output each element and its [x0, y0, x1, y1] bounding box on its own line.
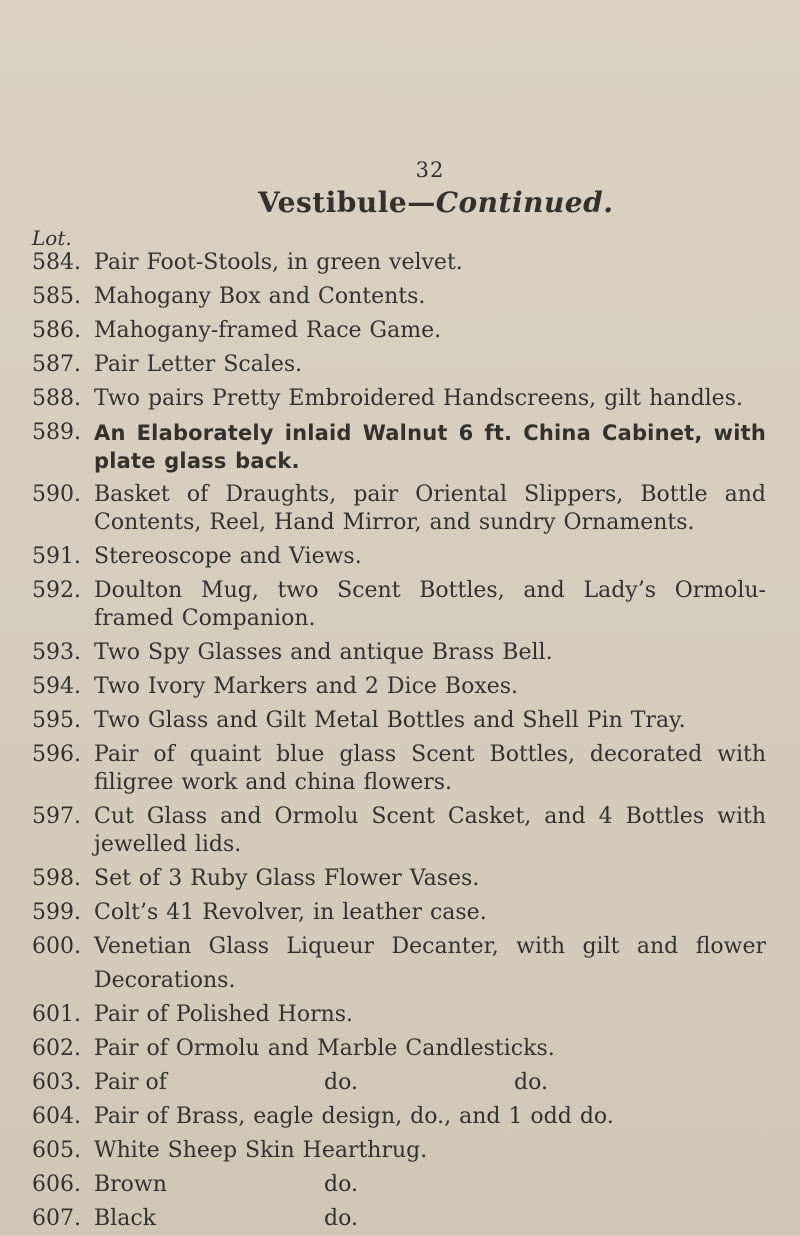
lot-description: Colt’s 41 Revolver, in leather case.	[94, 900, 487, 925]
lot-description: Pair of Ormolu and Marble Candlesticks.	[94, 1036, 555, 1061]
heading-continued: Continued.	[435, 186, 614, 219]
lot-description: Two Spy Glasses and antique Brass Bell.	[94, 640, 553, 665]
lot-entry	[0, 348, 800, 382]
lot-description: Pair of Brass, eagle design, do., and 1 odd do.	[94, 1104, 614, 1129]
lot-number: 602.	[32, 1036, 81, 1061]
lot-entry	[0, 540, 800, 574]
lot-number: 589.	[32, 420, 81, 445]
lot-number: 595.	[32, 708, 81, 733]
lot-entry	[0, 1032, 800, 1066]
lot-entry	[0, 738, 800, 800]
lot-list	[0, 246, 800, 1236]
lot-entry	[0, 800, 800, 862]
lot-number: 600.	[32, 934, 81, 959]
lot-entry	[0, 1100, 800, 1134]
lot-number: 586.	[32, 318, 81, 343]
lot-description: Pair of quaint blue glass Scent Bottles, decorated with filigree work and china flowers.	[94, 742, 774, 795]
lot-description: Mahogany-framed Race Game.	[94, 318, 442, 343]
lot-description: Stereoscope and Views.	[94, 544, 362, 569]
lot-entry	[0, 416, 800, 478]
lot-description	[94, 1066, 766, 1100]
lot-description-part: Pair of	[94, 1070, 167, 1095]
lot-description: Pair Letter Scales.	[94, 352, 303, 377]
lot-number: 603.	[32, 1070, 81, 1095]
lot-entry	[0, 478, 800, 540]
lot-number: 591.	[32, 544, 81, 569]
lot-description: Two Glass and Gilt Metal Bottles and Shell Pin Tray.	[94, 708, 686, 733]
lot-description: White Sheep Skin Hearthrug.	[94, 1138, 428, 1163]
lot-description: Two pairs Pretty Embroidered Handscreens, gilt handles.	[94, 386, 743, 411]
lot-entry	[0, 314, 800, 348]
lot-entry	[0, 382, 800, 416]
lot-number: 605.	[32, 1138, 81, 1163]
lot-description-part: Brown	[94, 1172, 167, 1197]
lot-number: 596.	[32, 742, 81, 767]
ditto-mark: do.	[324, 1206, 358, 1231]
lot-entry	[0, 998, 800, 1032]
lot-entry	[0, 704, 800, 738]
lot-description: Venetian Glass Liqueur Decanter, with gilt and flower Decorations.	[94, 934, 774, 993]
lot-number: 599.	[32, 900, 81, 925]
lot-number: 597.	[32, 804, 81, 829]
lot-number: 590.	[32, 482, 81, 507]
lot-entry	[0, 280, 800, 314]
lot-description: Pair of Polished Horns.	[94, 1002, 354, 1027]
section-heading	[258, 186, 613, 219]
lot-entry	[0, 1134, 800, 1168]
lot-number: 606.	[32, 1172, 81, 1197]
lot-entry	[0, 670, 800, 704]
ditto-mark: do.	[324, 1070, 358, 1095]
heading-main: Vestibule—	[258, 186, 436, 219]
lot-number: 604.	[32, 1104, 81, 1129]
lot-number: 598.	[32, 866, 81, 891]
ditto-mark: do.	[324, 1172, 358, 1197]
lot-entry	[0, 896, 800, 930]
lot-number: 601.	[32, 1002, 81, 1027]
lot-entry	[0, 246, 800, 280]
lot-description	[94, 1168, 766, 1202]
lot-description: Set of 3 Ruby Glass Flower Vases.	[94, 866, 480, 891]
lot-entry	[0, 574, 800, 636]
lot-number: 584.	[32, 250, 81, 275]
lot-description: An Elaborately inlaid Walnut 6 ft. China Cabinet, with plate glass back.	[94, 421, 775, 473]
lot-number: 592.	[32, 578, 81, 603]
lot-description: Pair Foot-Stools, in green velvet.	[94, 250, 463, 275]
lot-number: 607.	[32, 1206, 81, 1231]
lot-description: Mahogany Box and Contents.	[94, 284, 426, 309]
lot-entry	[0, 1066, 800, 1100]
lot-entry	[0, 636, 800, 670]
lot-entry	[0, 930, 800, 998]
lot-description-part: Black	[94, 1206, 156, 1231]
ditto-mark: do.	[514, 1070, 548, 1095]
lot-number: 587.	[32, 352, 81, 377]
lot-entry	[0, 1168, 800, 1202]
lot-entry	[0, 862, 800, 896]
lot-number: 585.	[32, 284, 81, 309]
lot-description: Two Ivory Markers and 2 Dice Boxes.	[94, 674, 519, 699]
lot-description: Doulton Mug, two Scent Bottles, and Lady’s Ormolu-framed Companion.	[94, 578, 766, 631]
lot-number: 588.	[32, 386, 81, 411]
lot-description: Cut Glass and Ormolu Scent Casket, and 4 Bottles with jewelled lids.	[94, 804, 774, 857]
page-number: 32	[415, 158, 445, 182]
lot-number: 594.	[32, 674, 81, 699]
lot-description	[94, 1202, 766, 1236]
lot-number: 593.	[32, 640, 81, 665]
lot-entry	[0, 1202, 800, 1236]
lot-description: Basket of Draughts, pair Oriental Slippers, Bottle and Contents, Reel, Hand Mirror, and sundry Ornaments.	[94, 482, 774, 535]
lot-column-label: Lot.	[32, 226, 72, 250]
